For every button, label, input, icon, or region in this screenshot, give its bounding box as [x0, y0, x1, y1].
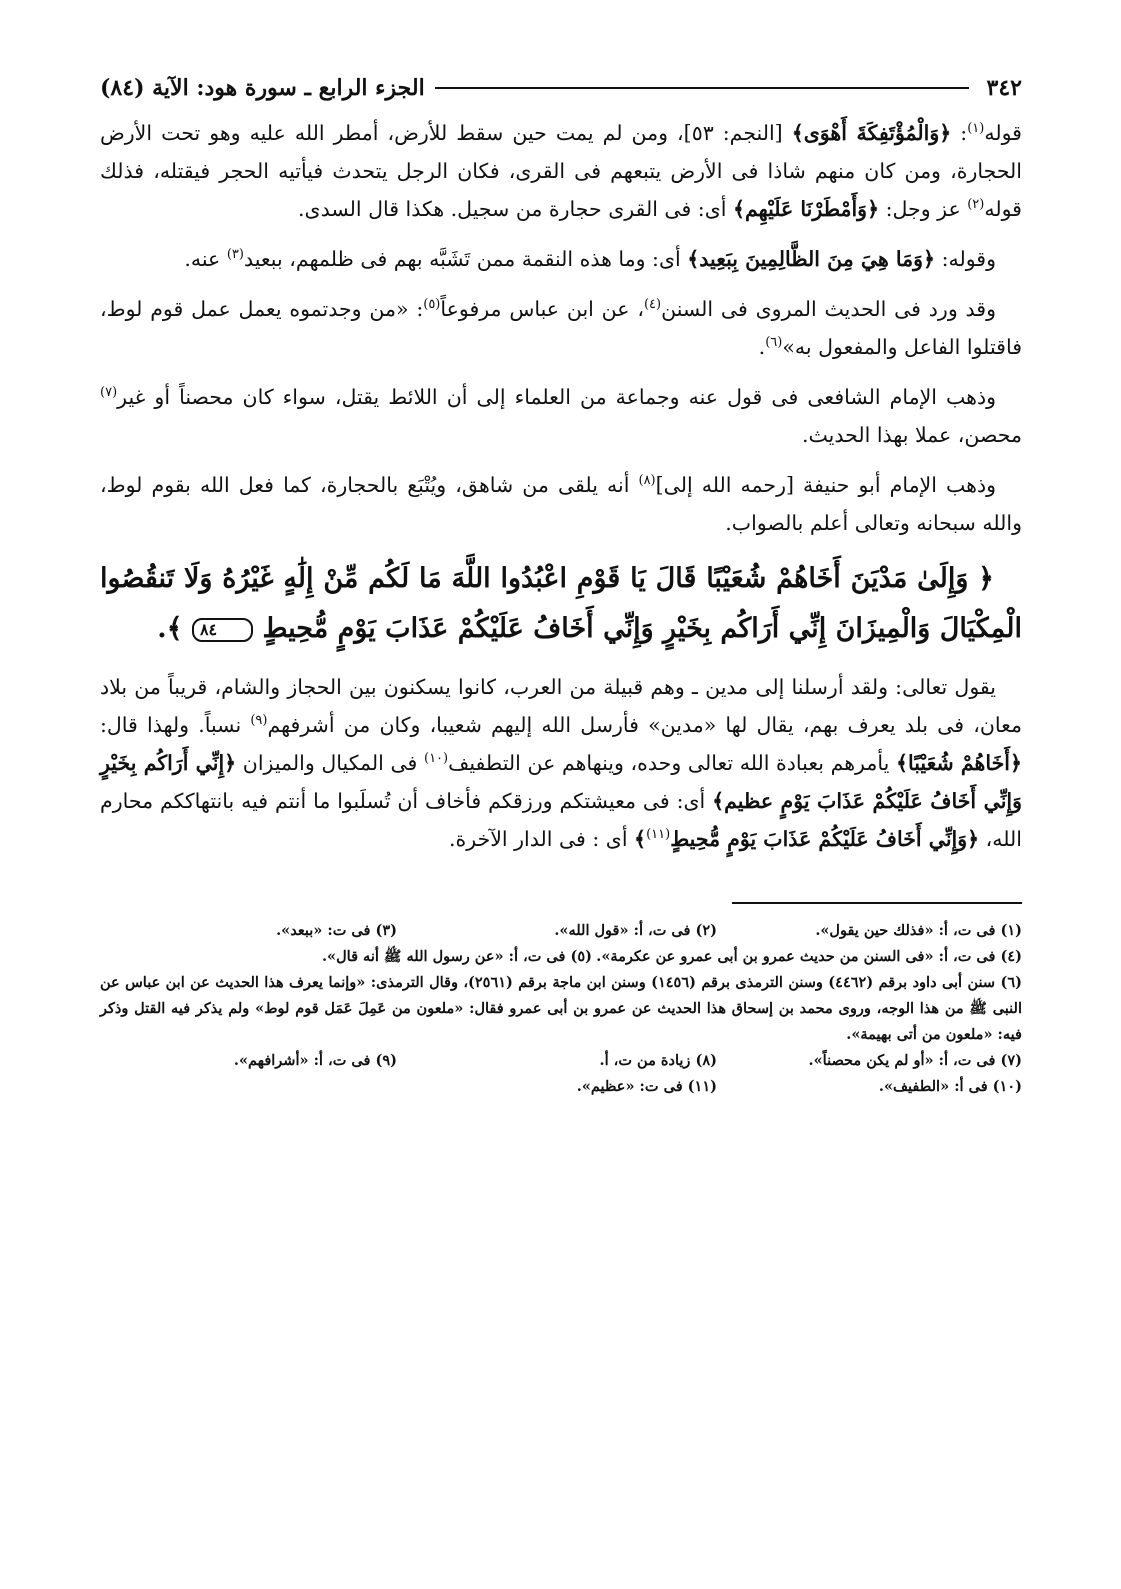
- verse-text: ﴿ وَإِلَىٰ مَدْيَنَ أَخَاهُمْ شُعَيْبًا قَالَ يَا قَوْمِ اعْبُدُوا اللَّهَ مَا لَكُم مِّنْ إِلَٰهٍ غَيْرُهُ وَلَا تَنقُصُوا الْمِكْيَالَ وَالْمِيزَانَ إِنِّي أَرَاكُم بِخَيْرٍ وَإِنِّي أَخَافُ عَلَيْكُمْ عَذَابَ يَوْمٍ مُّحِيطٍ: [100, 563, 1022, 644]
- quran-quote: ﴿أَخَاهُمْ شُعَيْبًا﴾: [895, 751, 1022, 775]
- paragraph-6: [100, 668, 1022, 858]
- footnote-6: (٦) سنن أبى داود برقم (٤٤٦٢) وسنن الترمذى برقم (١٤٥٦) وسنن ابن ماجة برقم (٢٥٦١)، وقال الترمذى: «وإنما يعرف هذا الحديث عن ابن عباس عن النبى ﷺ من هذا الوجه، وروى محمد بن إسحاق هذا الحديث عن عمرو بن أبى عمرو فقال: «ملعون من عَمِلَ عَمَل قوم لوط» ولم يذكر فيه القتل وذكر فيه: «ملعون من أتى بهيمة».: [100, 974, 1022, 1043]
- footnote-1: (١) فى ت، أ: «فذلك حين يقول».: [815, 922, 1022, 939]
- main-text: [100, 114, 1022, 858]
- text-span: .: [758, 335, 766, 359]
- verse-end: ﴾.: [157, 613, 183, 644]
- page-number: ٣٤٢: [986, 75, 1022, 101]
- text-span: محصن، عملا بهذا الحديث.: [802, 423, 1022, 447]
- text-span: أى: وما هذه النقمة ممن تَشَبَّه بهم فى ظلمهم، ببعيد: [243, 247, 688, 271]
- quran-verse: [100, 554, 1022, 654]
- footnote-10: (١٠) فى أ: «الطفيف».: [878, 1078, 1022, 1095]
- footnote-ref: (٥): [423, 297, 441, 313]
- footnote-ref: (١١): [646, 827, 671, 843]
- quran-quote: ﴿وَمَا هِيَ مِنَ الظَّالِمِينَ بِبَعِيد﴾: [687, 247, 936, 271]
- text-span: يقول تعالى: ولقد أرسلنا إلى مدين ـ وهم قبيلة من العرب، كانوا يسكنون بين الحجاز والشام، قريباً من بلاد معان، فى بلد يعرف بهم، يقال لها «مدين» فأرسل الله إليهم شعيبا، وكان من أشرفهم: [100, 675, 1023, 737]
- quran-quote-end: ﴾: [634, 827, 647, 851]
- text-span: :: [951, 121, 968, 145]
- text-span: وذهب الإمام الشافعى فى قول عنه وجماعة من العلماء إلى أن اللائط يقتل، سواء كان محصناً أو غير: [117, 385, 996, 409]
- text-span: وقد ورد فى الحديث المروى فى السنن: [661, 297, 996, 321]
- footnote-9: (٩) فى ت، أ: «أشرافهم».: [233, 1052, 397, 1069]
- text-span: يأمرهم بعبادة الله تعالى وحده، وينهاهم عن التطفيف: [448, 751, 896, 775]
- footnote-11: (١١) فى ت: «عظيم».: [576, 1078, 717, 1095]
- text-span: فى المكيال والميزان: [236, 751, 424, 775]
- text-span: ، عن ابن عباس مرفوعاً: [440, 297, 644, 321]
- footnote-2: (٢) فى ت، أ: «قول الله».: [554, 922, 717, 939]
- footnote-ref: (٣): [226, 247, 244, 263]
- footnote-ref: (١٠): [424, 751, 449, 767]
- quran-quote: ﴿وَأَمْطَرْنَا عَلَيْهِم﴾: [732, 197, 880, 221]
- footnote-row: [100, 1048, 1022, 1074]
- text-span: نسباً. ولهذا قال:: [100, 713, 251, 737]
- text-span: أى : فى الدار الآخرة.: [449, 827, 635, 851]
- footnote-ref: (٧): [100, 385, 118, 401]
- footnotes: [100, 918, 1022, 1100]
- footnote-7: (٧) فى ت، أ: «أو لم يكن محصناً».: [808, 1052, 1022, 1069]
- footnote-separator: [732, 902, 1022, 904]
- footnote-8: (٨) زيادة من ت، أ.: [599, 1052, 717, 1069]
- text-span: [النجم: ٥٣]، ومن لم يمت حين سقط للأرض، أمطر الله عليه وهو تحت الأرض الحجارة، ومن كان منهم شاذا فى الأرض يتبعهم فى القرى، فكان الرجل يتحدث فيأتيه الحجر فيقتله، فذلك قوله: [100, 121, 1022, 221]
- footnote-5: (٥) فى ت، أ: «عن رسول الله ﷺ أنه قال».: [322, 948, 592, 965]
- running-title: الجزء الرابع ـ سورة هود: الآية (٨٤): [100, 75, 425, 101]
- quran-quote: ﴿وَالْمُؤْتَفِكَةَ أَهْوَى﴾: [791, 121, 952, 145]
- footnote-ref: (٨): [638, 473, 656, 489]
- paragraph-5: [100, 466, 1022, 542]
- quran-quote: ﴿وَإِنِّي أَخَافُ عَلَيْكُمْ عَذَابَ يَوْمٍ مُّحِيطٍ: [670, 827, 980, 851]
- footnote-row: [100, 944, 1022, 970]
- page-header: [100, 70, 1022, 106]
- footnote-3: (٣) فى ت: «ببعد».: [276, 922, 397, 939]
- text-span: أى: فى معيشتكم ورزقكم فأخاف أن تُسلَبوا ما أنتم فيه بانتهاككم محارم الله،: [100, 789, 1022, 851]
- footnote-ref: (١): [967, 121, 985, 137]
- footnote-ref: (٩): [250, 713, 268, 729]
- text-span: عز وجل:: [879, 197, 968, 221]
- header-rule: [435, 87, 969, 89]
- footnote-ref: (٤): [643, 297, 662, 313]
- footnote-row: [100, 1074, 1022, 1100]
- paragraph-1: [100, 114, 1022, 228]
- text-span: وذهب الإمام أبو حنيفة [رحمه الله إلى]: [655, 473, 996, 497]
- footnote-row: [100, 918, 1022, 944]
- paragraph-3: [100, 290, 1022, 366]
- quran-quote: ﴿إِنِّي أَرَاكُم بِخَيْرٍ وَإِنِّي أَخَافُ عَلَيْكُمْ عَذَابَ يَوْمٍ عظيم﴾: [100, 751, 1022, 813]
- text-span: أنه يلقى من شاهق، ويُتْبَع بالحجارة، كما فعل الله بقوم لوط، والله سبحانه وتعالى أعلم بالصواب.: [100, 473, 1022, 535]
- footnote-ref: (٢): [967, 197, 985, 213]
- paragraph-4: [100, 378, 1022, 454]
- text-span: أى: فى القرى حجارة من سجيل. هكذا قال السدى.: [298, 197, 733, 221]
- text-span: عنه.: [184, 247, 227, 271]
- footnote-4: (٤) فى ت، أ: «فى السنن من حديث عمرو بن أبى عمرو عن عكرمة».: [596, 948, 1022, 965]
- ayah-number-badge: ٨٤: [192, 618, 253, 642]
- text-span: وقوله:: [935, 247, 996, 271]
- book-page: [100, 70, 1022, 1550]
- paragraph-2: [100, 240, 1022, 278]
- text-span: : «من وجدتموه يعمل عمل قوم لوط، فاقتلوا الفاعل والمفعول به»: [100, 297, 1022, 359]
- footnote-ref: (٦): [765, 335, 783, 351]
- text-span: قوله: [984, 121, 1022, 145]
